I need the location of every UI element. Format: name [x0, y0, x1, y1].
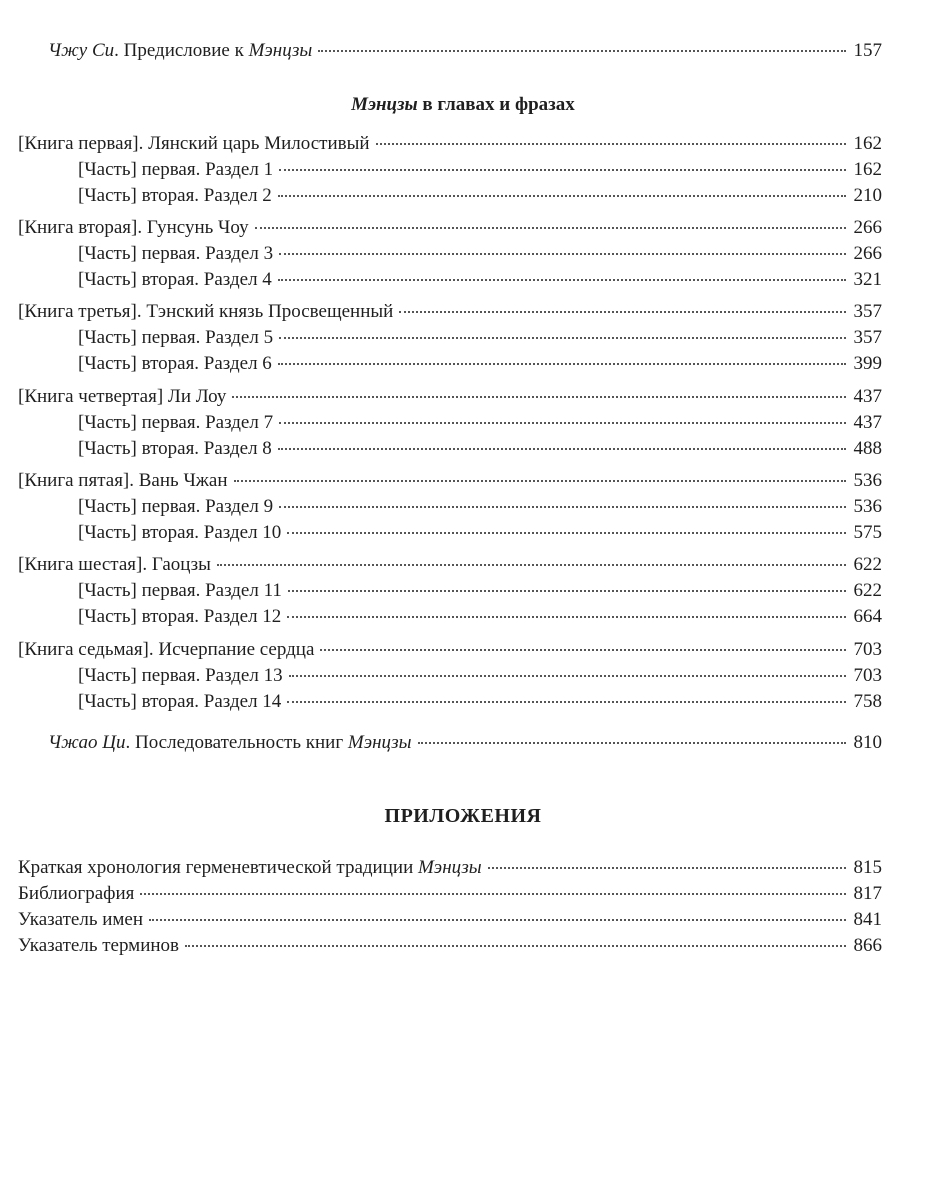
- dot-leader: [278, 362, 846, 365]
- toc-entry-title: [Книга первая]. Лянский царь Милостивый: [18, 133, 370, 154]
- toc-entry-title: [Часть] первая. Раздел 9: [78, 496, 274, 517]
- dot-leader: [320, 648, 845, 651]
- toc-entry-part: [78, 604, 882, 630]
- page-number: 664: [853, 606, 882, 627]
- toc-entry-book: [18, 131, 882, 157]
- page-number: 758: [853, 691, 882, 712]
- toc-entry-part: [78, 183, 882, 209]
- page-number: 399: [853, 353, 882, 374]
- page-number: 488: [853, 438, 882, 459]
- page-number: 266: [853, 243, 882, 264]
- dot-leader: [279, 336, 845, 339]
- page-number: 536: [853, 470, 882, 491]
- dot-leader: [318, 49, 845, 52]
- dot-leader: [234, 479, 846, 482]
- dot-leader: [399, 310, 845, 313]
- section-heading-appendix: ПРИЛОЖЕНИЯ: [384, 805, 542, 827]
- toc-entry-title: Чжу Си. Предисловие к Мэнцзы: [48, 40, 313, 61]
- dot-leader: [376, 142, 846, 145]
- toc-entry-title: [Книга шестая]. Гаоцзы: [18, 554, 211, 575]
- toc-entry-title: Чжао Ци. Последовательность книг Мэнцзы: [48, 732, 412, 753]
- toc-entry-title: Указатель имен: [18, 909, 144, 930]
- dot-leader: [287, 531, 845, 534]
- dot-leader: [279, 505, 845, 508]
- toc-entry-title: [Часть] вторая. Раздел 2: [78, 185, 272, 206]
- dot-leader: [289, 674, 846, 677]
- toc-entry-part: [78, 520, 882, 546]
- page-number: 162: [853, 159, 882, 180]
- toc-entry-appendix: [18, 907, 882, 933]
- toc-entry-title: [Часть] вторая. Раздел 12: [78, 606, 282, 627]
- toc-entry-title: [Часть] вторая. Раздел 4: [78, 269, 272, 290]
- toc-entry-part: [78, 241, 882, 267]
- page-number: 841: [853, 909, 882, 930]
- page-number: 575: [853, 522, 882, 543]
- page-number: 321: [853, 269, 882, 290]
- dot-leader: [488, 866, 846, 869]
- toc-entry-part: [78, 494, 882, 520]
- dot-leader: [287, 700, 845, 703]
- toc-entry-book: [18, 468, 882, 494]
- toc-entry-part: [78, 351, 882, 377]
- page-number: 357: [853, 301, 882, 322]
- page-number: 437: [853, 386, 882, 407]
- dot-leader: [278, 194, 846, 197]
- page-number: 162: [853, 133, 882, 154]
- toc-entry-appendix: [18, 933, 882, 959]
- toc-entry-title: [Часть] вторая. Раздел 14: [78, 691, 282, 712]
- page-number: 210: [853, 185, 882, 206]
- page-number: 622: [853, 580, 882, 601]
- toc-entry-part: [78, 436, 882, 462]
- page-number: 266: [853, 217, 882, 238]
- toc-entry-title: [Часть] первая. Раздел 3: [78, 243, 274, 264]
- page-number: 157: [853, 40, 882, 61]
- toc-entry-title: [Книга четвертая] Ли Лоу: [18, 386, 227, 407]
- dot-leader: [217, 563, 846, 566]
- dot-leader: [149, 918, 845, 921]
- dot-leader: [278, 447, 846, 450]
- page-number: 815: [853, 857, 882, 878]
- toc-entry-part: [78, 267, 882, 293]
- toc-entry-part: [78, 689, 882, 715]
- page-number: 437: [853, 412, 882, 433]
- toc-entry-title: Краткая хронология герменевтической традиции Мэнцзы: [18, 857, 482, 878]
- toc-entry-part: [78, 325, 882, 351]
- toc-entry-appendix: [18, 855, 882, 881]
- toc-entry-title: [Часть] вторая. Раздел 8: [78, 438, 272, 459]
- toc-entry-title: Библиография: [18, 883, 135, 904]
- dot-leader: [279, 252, 845, 255]
- toc-entry-part: [78, 157, 882, 183]
- toc-entry-part: [78, 410, 882, 436]
- page-number: 810: [853, 732, 882, 753]
- toc-entry-title: Указатель терминов: [18, 935, 180, 956]
- section-heading-main: Мэнцзы в главах и фразах: [351, 94, 575, 115]
- toc-entry-title: [Книга вторая]. Гунсунь Чоу: [18, 217, 249, 238]
- toc-entry-title: [Часть] первая. Раздел 1: [78, 159, 274, 180]
- dot-leader: [140, 892, 845, 895]
- dot-leader: [278, 278, 846, 281]
- toc-entry-title: [Книга пятая]. Вань Чжан: [18, 470, 228, 491]
- dot-leader: [418, 741, 846, 744]
- toc-entry-title: [Часть] первая. Раздел 11: [78, 580, 282, 601]
- dot-leader: [288, 589, 846, 592]
- dot-leader: [232, 395, 845, 398]
- toc-entry-title: [Часть] первая. Раздел 7: [78, 412, 274, 433]
- toc-entry-title: [Книга третья]. Тэнский князь Просвещенный: [18, 301, 394, 322]
- toc-entry-book: [18, 637, 882, 663]
- toc-entry-book: [18, 384, 882, 410]
- toc-entry-title: [Книга седьмая]. Исчерпание сердца: [18, 639, 315, 660]
- toc-entry-title: [Часть] первая. Раздел 13: [78, 665, 283, 686]
- page-number: 357: [853, 327, 882, 348]
- toc-entry-afterword: [48, 730, 882, 756]
- dot-leader: [287, 615, 845, 618]
- toc-entry-book: [18, 552, 882, 578]
- dot-leader: [279, 168, 845, 171]
- dot-leader: [255, 226, 846, 229]
- page-number: 622: [853, 554, 882, 575]
- toc-entry-title: [Часть] вторая. Раздел 10: [78, 522, 282, 543]
- toc-entry-title: [Часть] первая. Раздел 5: [78, 327, 274, 348]
- page-number: 703: [853, 639, 882, 660]
- page-number: 817: [853, 883, 882, 904]
- toc-entry-preface: [48, 38, 882, 64]
- toc-entry-book: [18, 299, 882, 325]
- dot-leader: [185, 944, 845, 947]
- toc-entry-title: [Часть] вторая. Раздел 6: [78, 353, 272, 374]
- toc-entry-part: [78, 578, 882, 604]
- toc-entry-part: [78, 663, 882, 689]
- toc-entry-book: [18, 215, 882, 241]
- page-number: 866: [853, 935, 882, 956]
- page-number: 703: [853, 665, 882, 686]
- page-number: 536: [853, 496, 882, 517]
- dot-leader: [279, 421, 845, 424]
- toc-entry-appendix: [18, 881, 882, 907]
